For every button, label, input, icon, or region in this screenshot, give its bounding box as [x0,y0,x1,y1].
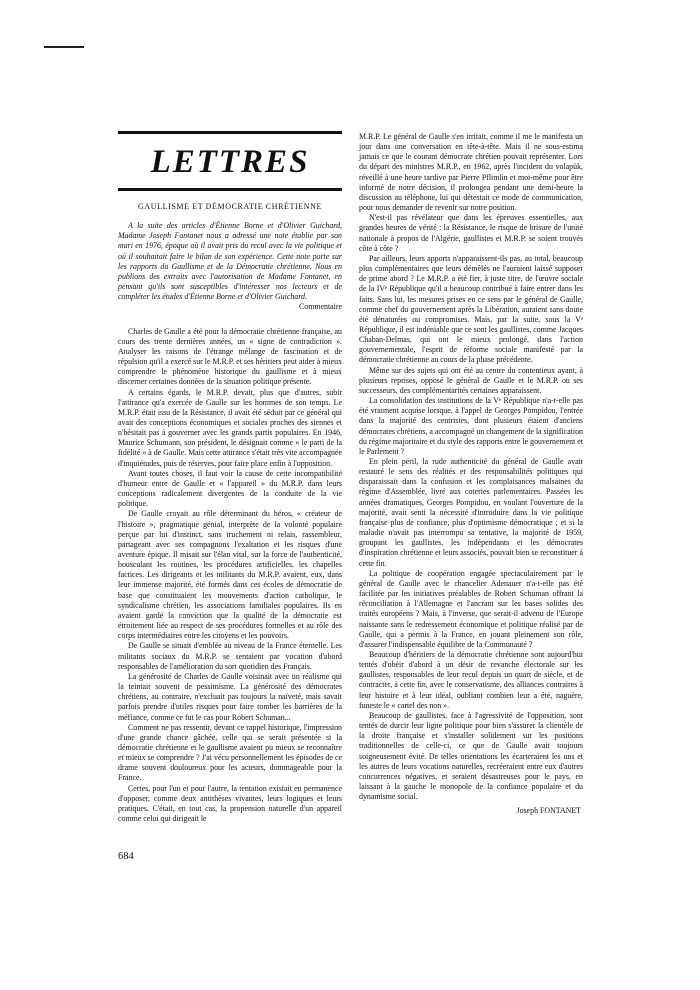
corner-rule [44,46,84,48]
paragraph: Certes, pour l'un et pour l'autre, la tentation existait en permanence d'opposer, comme deux antithèses vivantes, leurs logiques et leurs pratiques. C'était, en tout cas, la propension naturelle d'un appareil comme celui qui dirigeait le [118,783,342,824]
paragraph: De Gaulle se situait d'emblée au niveau de la France éternelle. Les militants sociaux du M.R.P. se sentaient par vocation d'abord responsables de l'amélioration du sort quotidien des Français. [118,641,342,671]
paragraph: La politique de coopération engagée spectaculairement par le général de Gaulle avec le chancelier Adenauer n'a-t-elle pas été facilitée par les initiatives préalables de Robert Schuman offrant la réconciliation à l'Allemagne et l'ancrant sur les bases solides des traités européens ? Mais, à l'inverse, que serait-il advenu de l'Europe naissante sans le redressement économique et politique réalisé par de Gaulle, qui a permis à la France, en jouant pleinement son rôle, d'assurer l'indispensable équilibre de la Communauté ? [359,568,583,649]
paragraph: La consolidation des institutions de la Vᵉ République n'a-t-elle pas été vraiment acquise lorsque, à l'appel de Georges Pompidou, l'entrée dans la majorité des centristes, dont plusieurs étaient d'anciens démocrates chrétiens, a accompagné un changement de la signification du régime majoritaire et du style des rapports entre le gouvernement et le Parlement ? [359,396,583,456]
author-signature: Joseph FONTANET [516,806,581,816]
paragraph: Charles de Gaulle a été pour la démocratie chrétienne française, au cours des trente dernières années, un « signe de contradiction ». Analyser les raisons de l'étrange mélange de fascination et de répulsion qu'il a exercé sur le M.R.P. et ses héritiers peut aider à mieux comprendre le phénomène historique du gaullisme et à mieux discerner certaines données de la situation politique présente. [118,326,342,387]
right-column [359,132,583,816]
paragraph: La générosité de Charles de Gaulle voisinait avec un réalisme qui la teintait souvent de pessimisme. La générosité des démocrates chrétiens, au contraire, n'excluait pas toujours la naïveté, mais savait parfois prendre d'utiles risques pour faire tomber les barrières de la méfiance, comme ce fut le cas pour Robert Schuman... [118,671,342,722]
paragraph: Beaucoup de gaullistes, face à l'agressivité de l'opposition, sont tentés de durcir leur ligne politique pour bien s'assurer la clientèle de la droite française et s'installer solidement sur les positions traditionnelles de celle-ci, ce que de Gaulle avait toujours soigneusement évité. De telles orientations les écarteraient les uns et les autres de leurs vocations naturelles, recréeraient entre eux d'autres concurrences négatives, et seraient désastreuses pour le pays, en laissant à la gauche le monopole de la confiance populaire et du dynamisme social. [359,710,583,802]
paragraph: Même sur des sujets qui ont été au centre du contentieux ayant, à plusieurs reprises, opposé le général de Gaulle et le M.R.P. ou ses successeurs, des complémentarités certaines apparaissent. [359,365,583,395]
left-column [118,197,342,824]
paragraph: Beaucoup d'héritiers de la démocratie chrétienne sont aujourd'hui tentés d'obéir d'abord à un désir de revanche électorale sur les gaullistes, responsables de leur recul depuis un quart de siècle, et de contracter, à cette fin, avec le conservatisme, des alliances contraires à leur histoire et à leur idéal, oubliant combien leur a été, naguère, funeste le « cartel des non ». [359,649,583,710]
paragraph: A certains égards, le M.R.P. devait, plus que d'autres, subir l'attirance qu'a exercée de Gaulle sur les hommes de son temps. Le M.R.P. était issu de la Résistance, il avait été séduit par ce général qui avait des conceptions économiques et sociales proches des siennes et n'hésitait pas à gouverner avec les grands partis populaires. En 1946, Maurice Schumann, son président, le désignait comme « le parti de la fidélité » à de Gaulle. Mais cette attirance s'était très vite accompagnée d'inquiétudes, puis de réserves, pour faire place enfin à l'opposition. [118,387,343,468]
section-title: LETTRES [150,144,310,180]
paragraph: Comment ne pas ressentir, devant ce rappel historique, l'impression d'une grande chance gâchée, celle qui se serait présentée si la démocratie chrétienne et le gaullisme avaient pu mieux se reconnaître et mieux se comprendre ? J'ai vécu personnellement les épisodes de ce drame souvent douloureux pour les acteurs, dommageable pour la France. [118,722,342,783]
page-number: 684 [118,851,134,862]
paragraph: Avant toutes choses, il faut voir la cause de cette incompatibilité d'humeur entre de Gaulle et « l'appareil » du M.R.P. dans leurs conceptions radicalement divergentes de la conduite de la vie politique. [118,468,342,509]
paragraph: M.R.P. Le général de Gaulle s'en irritait, comme il me le manifesta un jour dans une conversation en tête-à-tête. Mais il ne sous-estima jamais ce que le courant démocrate chrétien pouvait représenter. Lors du départ des ministres M.R.P., en 1962, après l'incident du volapük, réveillé à une heure tardive par Pierre Pflimlin et moi-même pour être informé de notre décision, il prolongea pendant une demi-heure la discussion au téléphone, lui qui détestait ce mode de communication, pour nous demander de revenir sur notre position. [359,132,583,213]
article-intro: A la suite des articles d'Étienne Borne et d'Olivier Guichard, Madame Joseph Fontanet nous a adressé une note établie par son mari en 1976, époque où il avait pris du recul avec la vie politique et où il souhaitait faire le bilan de son expérience. Cette note porte sur les rapports du Gaullisme et de la Démocratie chrétienne. Nous en publions des extraits avec l'autorisation de Madame Fontanet, en pensant qu'ils sont susceptibles d'intéresser nos lecteurs et de compléter les études d'Étienne Borne et d'Olivier Guichard. [118,221,342,302]
article-title: GAULLISME ET DÉMOCRATIE CHRÉTIENNE [137,202,323,211]
section-heading [118,131,342,191]
intro-signature: Commentaire [299,302,342,312]
heading-rule-bottom [118,188,342,191]
paragraph: N'est-il pas révélateur que dans les épreuves essentielles, aux grandes heures de vérité : la Résistance, le risque de brisure de l'unité nationale à propos de l'Algérie, gaullistes et M.R.P. se soient trouvés côte à côte ? [359,213,583,253]
paragraph: En plein péril, la rude authenticité du général de Gaulle avait restauré le sens des réalités et des responsabilités politiques qui disparaissait dans la confusion et les complaisances malsaines du régime d'Assemblée, livré aux coteries parlementaires. Passées les années dramatiques, Georges Pompidou, en voulant l'ouverture de la majorité, avait senti la nécessité d'introduire dans la vie politique française plus de confiance, plus d'optimisme démocratique ; et si la maladie n'avait pas interrompu sa tentative, la majorité de 1959, groupant les gaullistes, les indépendants et les démocrates d'inspiration chrétienne et leurs associés, pouvait bien se reconstituer à cette fin. [359,457,583,568]
paragraph: Par ailleurs, leurs apports n'apparaissent-ils pas, au total, beaucoup plus complémentaires que leurs démêlés ne l'auraient laissé supposer de prime abord ? Le M.R.P. a été fier, à juste titre, de l'œuvre sociale de la IVᵉ République qu'il a beaucoup contribué à faire entrer dans les faits. Sans lui, les mesures prises en ce sens par le général de Gaulle, comme chef du gouvernement après la Libération, auraient sans doute été dénaturées ou compromises. Mais, par la suite, sous la Vᵉ République, il est indéniable que ce sont les gaullistes, comme Jacques Chaban-Delmas, qui ont le mieux prolongé, dans l'action gouvernementale, l'esprit de réforme sociale manifesté par la démocratie chrétienne au cours de la phase précédente. [359,253,583,365]
heading-rule-top [118,131,342,134]
paragraph: De Gaulle croyait au rôle déterminant du héros, « créateur de l'histoire », pragmatique génial, interprète de la volonté populaire perçue par lui d'instinct, sans truchement ni relais, rassembleur, partageant avec ses compagnons l'exaltation et les risques d'une aventure épique. Il misait sur l'élan vital, sur la force de l'authenticité, bousculant les routines, les procédures artificielles, les chapelles factices. Les dirigeants et les militants du M.R.P. avaient, eux, dans leur immense majorité, été formés dans ces écoles de démocratie de base que constituaient les mouvements d'action catholique, le syndicalisme chrétien, les associations familiales populaires. Ils en avaient gardé la conviction que la qualité de la démocratie est étroitement liée au respect de ses procédures formelles et au rôle des corps intermédiaires entre les citoyens et les pouvoirs. [118,509,342,641]
